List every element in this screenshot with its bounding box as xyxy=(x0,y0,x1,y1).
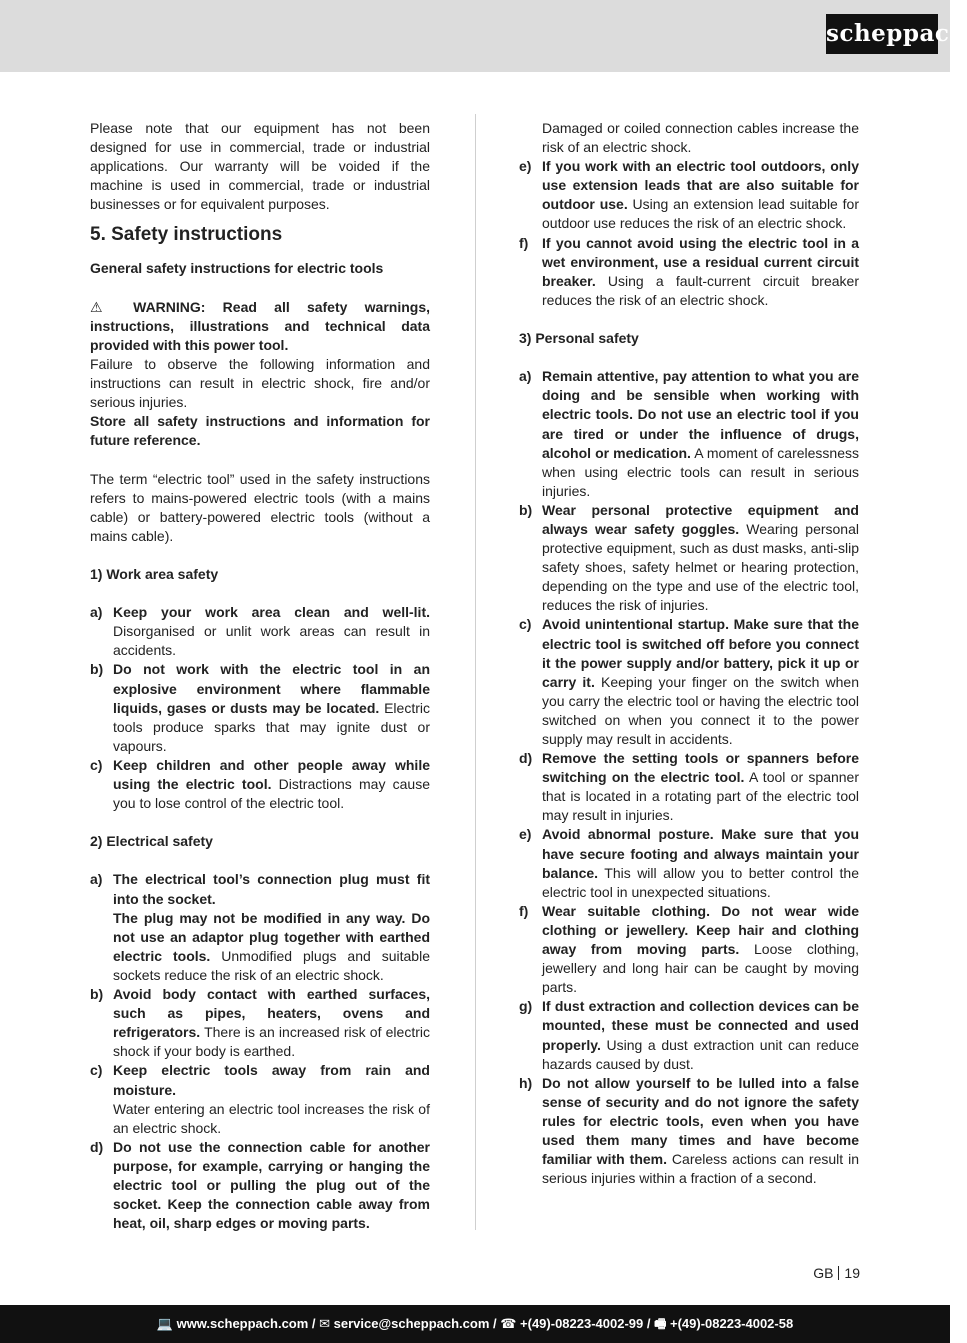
header-bar xyxy=(0,0,967,72)
item-label: d) xyxy=(90,1138,104,1155)
item-label: b) xyxy=(519,501,533,518)
item-bold: Remain attentive, pay attention to what you are doing and be sensible when working with electric tools. Do not use an electric tool if you are tired or under the influence of drugs, alcohol or medication. xyxy=(542,368,859,461)
item-label: g) xyxy=(519,998,533,1015)
item-label: d) xyxy=(519,750,533,767)
warning-text: Failure to observe the following information and instructions can result in electric shock, fire and/or serious injuries. xyxy=(90,355,430,411)
item-text: A moment of carelessness when using electric tools can result in serious injuries. xyxy=(542,444,859,499)
item-bold: If you work with an electric tool outdoors, only use extension leads that are also suitable for outdoor use. xyxy=(542,158,859,213)
item-label: c) xyxy=(90,1062,103,1079)
item-label: a) xyxy=(519,368,532,385)
item-bold: Keep electric tools away from rain and moisture. xyxy=(113,1062,430,1098)
personal-heading: 3) Personal safety xyxy=(519,330,639,347)
item-label: c) xyxy=(519,616,532,633)
item-text: Loose clothing, jewellery and long hair can be caught by moving parts. xyxy=(542,941,859,996)
section-title: 5. Safety instructions xyxy=(90,224,283,246)
item-bold: The plug may not be modified in any way. Do not use an adaptor plug together with earthed electric tools. xyxy=(113,909,430,964)
item-label: e) xyxy=(519,158,532,175)
item-bold: Avoid body contact with earthed surfaces, such as pipes, heaters, ovens and refrigerators. xyxy=(113,986,430,1041)
item-bold: Remove the setting tools or spanners before switching on the electric tool. xyxy=(542,750,859,786)
item-text: Disorganised or unlit work areas can result in accidents. xyxy=(113,623,430,659)
item-bold: The electrical tool’s connection plug must fit into the socket. xyxy=(113,871,430,907)
language-code: GB xyxy=(813,1265,834,1281)
item-text: A tool or spanner that is located in a rotating part of the electric tool may result in injuries. xyxy=(542,769,859,824)
list-item xyxy=(519,367,859,501)
list-item xyxy=(90,985,430,1061)
item-bold: Avoid unintentional startup. Make sure that the electric tool is switched off before you connect it the power supply and/or battery, pick it up or carry it. xyxy=(542,616,859,690)
item-label: f) xyxy=(519,234,529,251)
item-label: h) xyxy=(519,1074,533,1091)
page-number-value: 19 xyxy=(844,1265,860,1281)
right-column xyxy=(519,119,859,1188)
item-text: Using a fault-current circuit breaker reduces the risk of an electric shock. xyxy=(542,272,859,308)
list-item xyxy=(90,1138,430,1233)
item-text: Electric tools produce sparks that may ignite dust or vapours. xyxy=(113,699,430,754)
item-bold: Keep your work area clean and well-lit. xyxy=(113,604,430,621)
item-continuation xyxy=(90,909,430,985)
column-divider xyxy=(475,114,476,1230)
list-item xyxy=(90,756,430,813)
list-item xyxy=(519,902,859,997)
scheppach-logo: scheppach xyxy=(826,14,938,54)
item-text: There is an increased risk of electric shock if your body is earthed. xyxy=(113,1024,430,1060)
item-bold: Do not work with the electric tool in an explosive environment where flammable liquids, gases or dusts may be located. xyxy=(113,661,430,716)
item-continuation: Water entering an electric tool increases the risk of an electric shock. xyxy=(113,1100,430,1136)
item-label: b) xyxy=(90,986,104,1003)
list-item xyxy=(519,997,859,1073)
list-item xyxy=(519,615,859,749)
item-label: a) xyxy=(90,604,103,621)
item-bold: Do not allow yourself to be lulled into a false sense of security and do not ignore the safety rules for electric tools, even when you have used them many times and have become familiar with them. xyxy=(542,1074,859,1168)
item-text: Keeping your finger on the switch when you carry the electric tool or having the electric tool switched on when you connect it to the power supply may result in accidents. xyxy=(542,673,859,747)
item-bold: Do not use the connection cable for another purpose, for example, carrying or hanging the electric tool or pulling the plug out of the socket. Keep the connection cable away from heat, oil, sharp edges or moving parts. xyxy=(113,1138,430,1232)
list-item xyxy=(90,660,430,755)
list-item xyxy=(519,157,859,233)
item-text: Using a dust extraction unit can reduce hazards caused by dust. xyxy=(542,1036,859,1072)
list-item xyxy=(90,603,430,660)
item-text: Wearing personal protective equipment, such as dust masks, anti-slip safety shoes, safety helmet or hearing protection, depending on the type and use of the electric tool, reduces the risk of injuries. xyxy=(542,520,859,614)
item-text: Careless actions can result in serious injuries within a fraction of a second. xyxy=(542,1151,859,1187)
item-bold: If you cannot avoid using the electric tool in a wet environment, use a residual current circuit breaker. xyxy=(542,234,859,289)
item-label: b) xyxy=(90,661,104,678)
item-text: Distractions may cause you to lose control of the electric tool. xyxy=(113,776,430,812)
list-item xyxy=(519,1074,859,1189)
item-text: Unmodified plugs and suitable sockets reduce the risk of an electric shock. xyxy=(113,947,430,983)
list-item xyxy=(519,825,859,901)
list-item xyxy=(90,1061,430,1099)
footer-contact-bar: 💻 www.scheppach.com / ✉ service@scheppach.com / ☎ +(49)-08223-4002-99 / 🖷 +(49)-08223-4002-58 xyxy=(0,1305,950,1343)
warning-bold: ⚠ WARNING: Read all safety warnings, instructions, illustrations and technical data provided with this power tool. xyxy=(90,298,430,353)
item-bold: If dust extraction and collection devices can be mounted, these must be connected and used properly. xyxy=(542,998,859,1053)
list-item xyxy=(519,234,859,310)
item-label: e) xyxy=(519,826,532,843)
item-text: This will allow you to better control the electric tool in unexpected situations. xyxy=(542,864,859,900)
item-bold: Wear personal protective equipment and always wear safety goggles. xyxy=(542,501,859,537)
page-number xyxy=(813,1265,860,1281)
list-item xyxy=(519,749,859,825)
list-item xyxy=(90,870,430,908)
term-paragraph: The term “electric tool” used in the safety instructions refers to mains-powered electric tools (with a mains cable) or battery-powered electric tools (without a mains cable). xyxy=(90,470,430,544)
general-heading: General safety instructions for electric tools xyxy=(90,260,384,277)
work-area-heading: 1) Work area safety xyxy=(90,565,219,582)
intro-paragraph: Please note that our equipment has not been designed for use in commercial, trade or industrial applications. Our warranty will be voided if the machine is used in commercial, trade or industrial businesses or for equivalent purposes. xyxy=(90,120,430,213)
item-bold: Avoid abnormal posture. Make sure that you have secure footing and always maintain your balance. xyxy=(542,826,859,881)
left-column xyxy=(90,119,430,1233)
store-instructions: Store all safety instructions and information for future reference. xyxy=(90,413,430,449)
item-bold: Wear suitable clothing. Do not wear wide clothing or jewellery. Keep hair and clothing away from moving parts. xyxy=(542,902,859,958)
item-continuation: Damaged or coiled connection cables increase the risk of an electric shock. xyxy=(542,120,859,156)
item-bold: Keep children and other people away while using the electric tool. xyxy=(113,756,430,792)
electrical-heading: 2) Electrical safety xyxy=(90,833,213,850)
item-text: Using an extension lead suitable for outdoor use reduces the risk of an electric shock. xyxy=(542,196,859,232)
item-label: c) xyxy=(90,756,103,773)
item-label: a) xyxy=(90,871,103,888)
list-item xyxy=(519,501,859,616)
item-label: f) xyxy=(519,902,529,919)
